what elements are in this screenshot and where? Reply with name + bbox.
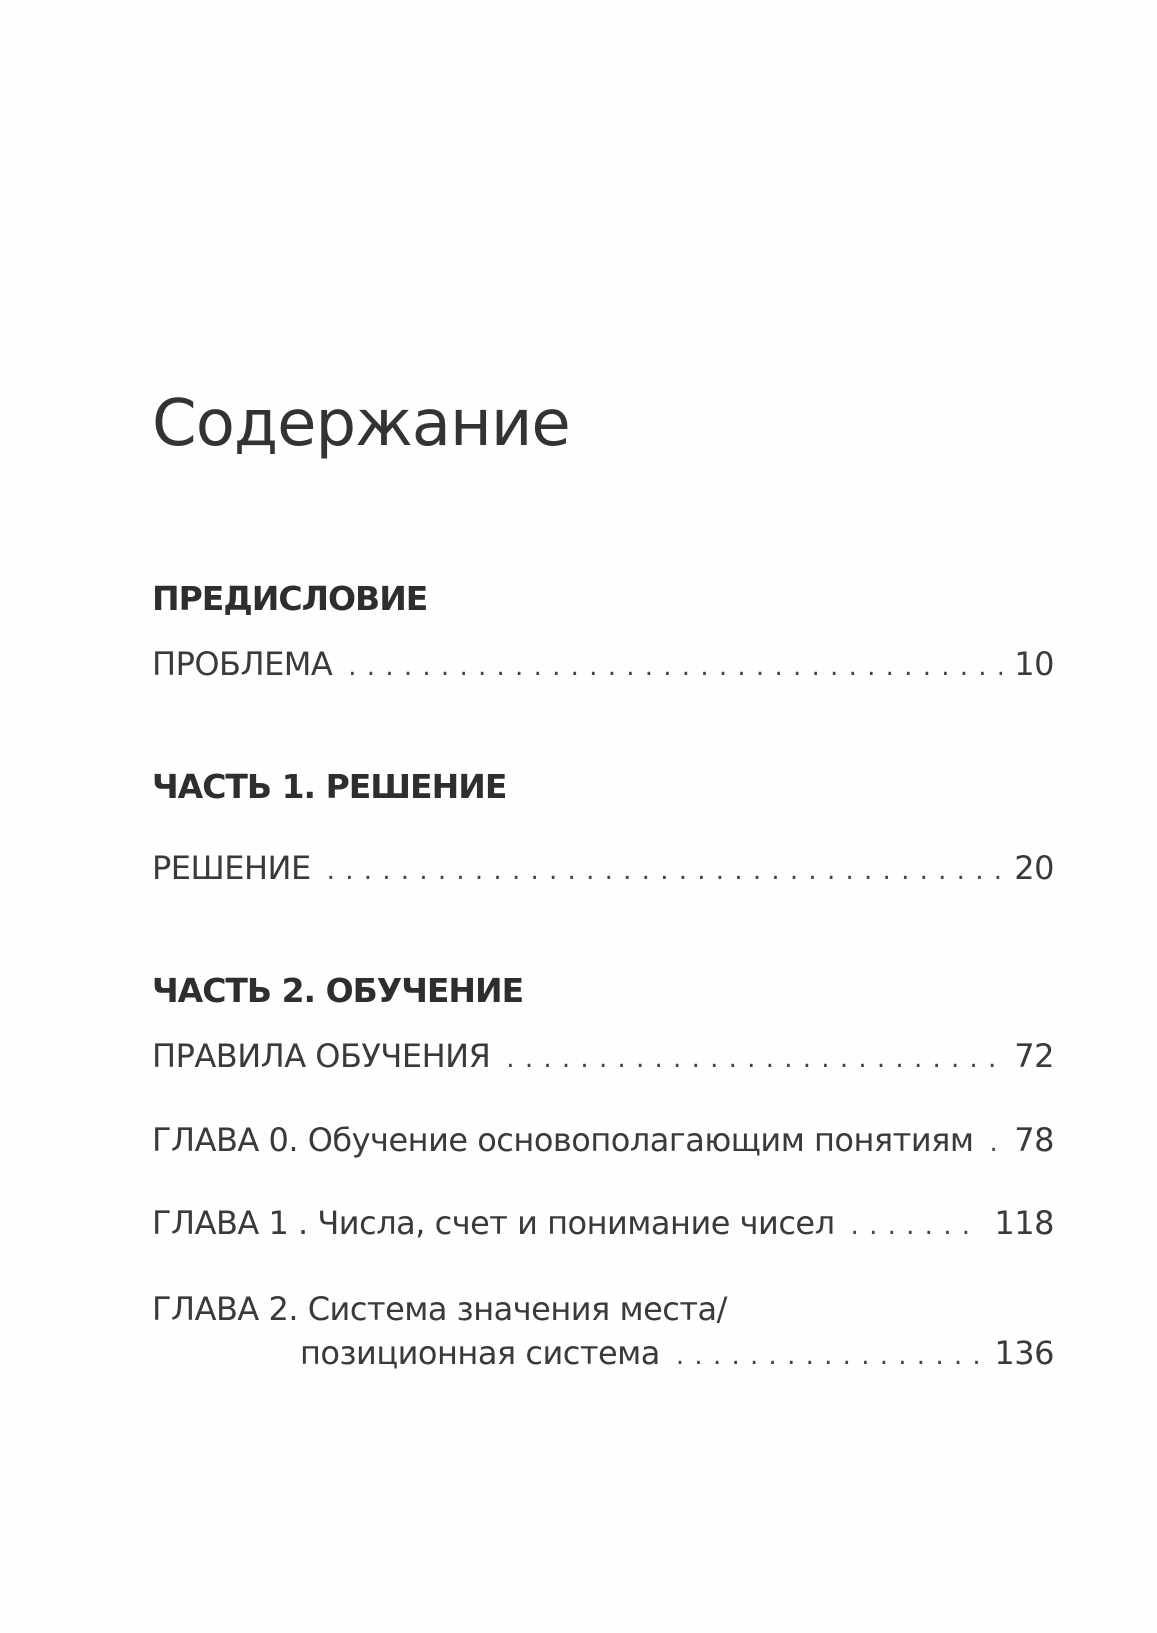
toc-entry-page: 20 [1014, 849, 1054, 887]
section-heading-preface: ПРЕДИСЛОВИЕ [152, 579, 428, 618]
toc-entry[interactable] [152, 1121, 1054, 1159]
page-title: Содержание [152, 387, 570, 461]
toc-entry[interactable] [152, 645, 1054, 683]
toc-entry[interactable] [152, 1204, 1054, 1242]
toc-entry[interactable] [152, 849, 1054, 887]
section-heading-part-2: ЧАСТЬ 2. ОБУЧЕНИЕ [152, 971, 524, 1010]
toc-entry[interactable] [152, 1290, 1054, 1328]
dot-leader [990, 1130, 1003, 1156]
dot-leader [348, 654, 1002, 680]
toc-entry[interactable] [152, 1037, 1054, 1075]
toc-entry-label-continued: позиционная система [300, 1334, 660, 1372]
dot-leader [327, 858, 1003, 884]
toc-entry-label: РЕШЕНИЕ [152, 849, 311, 887]
dot-leader [851, 1213, 983, 1239]
toc-entry-page: 10 [1014, 645, 1054, 683]
toc-entry-label: ПРОБЛЕМА [152, 645, 333, 683]
toc-entry-continuation[interactable] [300, 1334, 1054, 1372]
toc-entry-label: ГЛАВА 0. Обучение основополагающим понятиям [152, 1121, 974, 1159]
dot-leader [506, 1046, 1002, 1072]
section-heading-part-1: ЧАСТЬ 1. РЕШЕНИЕ [152, 767, 507, 806]
toc-entry-page: 118 [994, 1204, 1054, 1242]
toc-entry-page: 78 [1014, 1121, 1054, 1159]
toc-entry-page: 136 [994, 1334, 1054, 1372]
toc-entry-label: ГЛАВА 2. Система значения места/ [152, 1290, 727, 1328]
toc-entry-label: ПРАВИЛА ОБУЧЕНИЯ [152, 1037, 491, 1075]
toc-entry-page: 72 [1014, 1037, 1054, 1075]
dot-leader [676, 1343, 983, 1369]
toc-entry-label: ГЛАВА 1 . Числа, счет и понимание чисел [152, 1204, 835, 1242]
